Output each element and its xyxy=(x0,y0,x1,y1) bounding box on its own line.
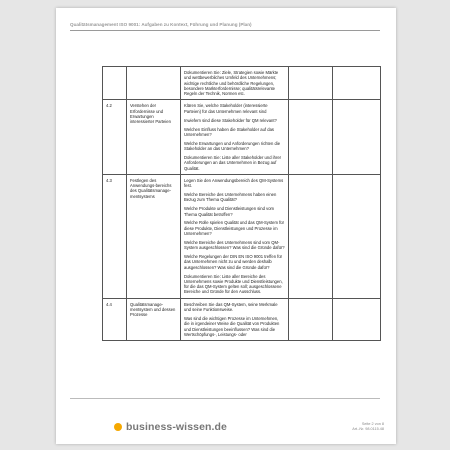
row-number: 4.3 xyxy=(103,174,127,298)
row-number: 4.4 xyxy=(103,298,127,340)
description-paragraph: Welche Erwartungen und Anforderungen richten die Stakeholder an das Unternehmen? xyxy=(184,140,281,152)
empty-cell xyxy=(289,67,333,100)
row-description xyxy=(181,174,289,298)
footer-meta xyxy=(352,422,384,432)
table-row xyxy=(103,174,381,298)
empty-cell xyxy=(289,100,333,174)
empty-cell xyxy=(333,100,381,174)
row-number xyxy=(103,67,127,100)
row-topic: Verstehen der Erfordernisse und Erwartungen interessierter Parteien xyxy=(127,100,181,174)
description-paragraph: Welche Produkte und Dienstleistungen sind vom Thema Qualität betroffen? xyxy=(184,206,275,217)
description-paragraph: Was sind die wichtigen Prozesse im Unternehmen, die in irgendeiner Weise die Qualität von Produkten und Dienstleistungen beeinflussen? Was sind die Wertschöpfungs-, Leistungs- oder xyxy=(184,315,280,337)
tasks-table xyxy=(102,66,381,341)
description-paragraph: Dokumentieren Sie: Liste aller Bereiche des Unternehmens sowie Produkte und Dienstleistungen, für die das QM-System gelten soll; ausgeschlossene Bereiche und Gründe für den Ausschluss. xyxy=(184,273,283,295)
description-paragraph: Legen Sie den Anwendungsbereich des QM-Systems fest. xyxy=(184,177,284,189)
row-description xyxy=(181,100,289,174)
business-wissen-logo xyxy=(114,421,227,433)
description-paragraph: Welchen Einfluss haben die Stakeholder auf das Unternehmen? xyxy=(184,126,275,137)
description-paragraph: Klären Sie, welche Stakeholder (interessierte Parteien) für das Unternehmen relevant sind xyxy=(184,103,268,114)
empty-cell xyxy=(333,174,381,298)
row-description xyxy=(181,67,289,100)
document-page xyxy=(56,8,396,444)
page-number: Seite 2 von 8 xyxy=(361,422,384,426)
logo-text: business-wissen.de xyxy=(126,421,228,433)
description-paragraph: Dokumentieren Sie: Ziele, Strategien sowie Märkte und wettbewerbliches Umfeld des Unternehmens; wichtige rechtliche und behördliche Regelungen, besondere Markterfordernisse; qualitätsrelevante Regeln der Technik, Normen etc. xyxy=(184,70,279,97)
row-topic: Qualitätsmanage-mentsystem und dessen Prozesse xyxy=(127,298,181,340)
description-paragraph: Welche Rolle spielen Qualität und das QM-System für diese Produkte, Dienstleistungen und Prozesse im Unternehmen? xyxy=(184,220,285,236)
description-paragraph: Dokumentieren Sie: Liste aller Stakeholder und ihrer Anforderungen an das Unternehmen in Bezug auf Qualität. xyxy=(184,154,282,171)
table-row xyxy=(103,67,381,100)
row-topic xyxy=(127,67,181,100)
description-paragraph: Beschreiben Sie das QM-System, seine Merkmale und seine Funktionsweise. xyxy=(184,301,278,313)
empty-cell xyxy=(333,67,381,100)
article-number: Art.-Nr. 98.0115.48 xyxy=(352,427,384,431)
description-paragraph: Inwiefern sind diese Stakeholder für QM relevant? xyxy=(184,117,277,123)
row-description xyxy=(181,298,289,340)
logo-dot-icon xyxy=(114,423,122,431)
row-topic: Festlegen des Anwendungs-bereichs des Qualitätsmanage-mentsystems xyxy=(127,174,181,298)
empty-cell xyxy=(333,298,381,340)
description-paragraph: Welche Bereiche des Unternehmens haben einen Bezug zum Thema Qualität? xyxy=(184,192,277,203)
footer-divider xyxy=(70,398,380,399)
empty-cell xyxy=(289,298,333,340)
empty-cell xyxy=(289,174,333,298)
document-header-title: Qualitätsmanagement ISO 9001: Aufgaben zu Kontext, Führung und Planung (Plan) xyxy=(70,22,380,31)
table-row xyxy=(103,298,381,340)
row-number: 4.2 xyxy=(103,100,127,174)
table-row xyxy=(103,100,381,174)
description-paragraph: Welche Bereiche des Unternehmens sind vom QM-System ausgeschlossen? Was sind die Gründe dafür? xyxy=(184,239,285,251)
description-paragraph: Welche Regelungen der DIN EN ISO 9001 treffen für das Unternehmen nicht zu und werden deshalb ausgeschlossen? Was sind die Gründe dafür? xyxy=(184,254,283,270)
